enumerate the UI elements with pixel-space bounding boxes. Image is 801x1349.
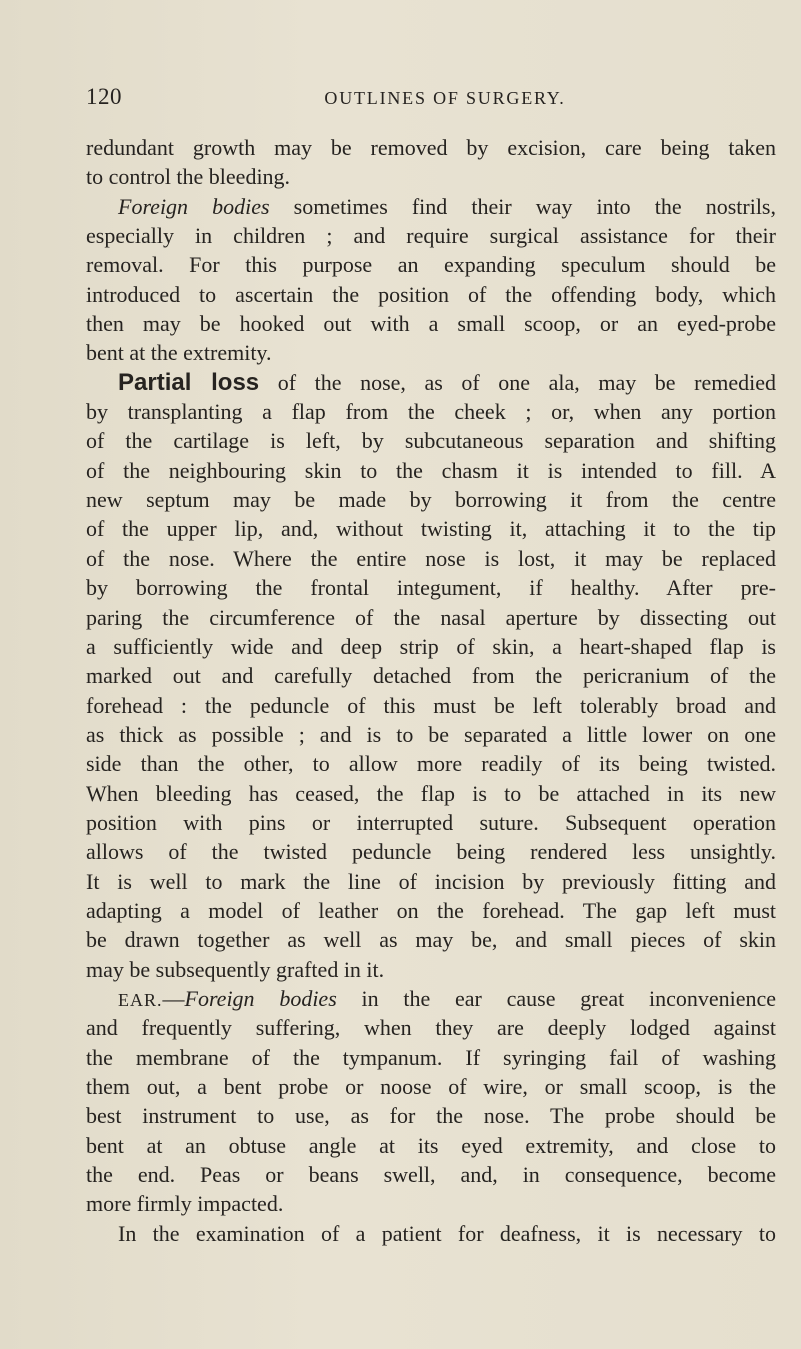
text-line: best instrument to use, as for the nose. The probe should be [86,1103,776,1129]
text-line: paring the circumference of the nasal aperture by dissecting out [86,604,776,630]
text-line: allows of the twisted peduncle being rendered less unsightly. [86,839,776,865]
text-line [86,368,776,397]
page-header [86,84,776,114]
dash: — [162,985,185,1011]
text-line [86,192,776,221]
text-line: adapting a model of leather on the forehead. The gap left must [86,897,776,923]
text-line: of the nose. Where the entire nose is lost, it may be replaced [86,545,776,571]
italic-lead: Foreign bodies [184,985,337,1011]
line-text: sometimes find their way into the nostrils, [269,193,776,219]
text-line: especially in children ; and require surgical assistance for their [86,223,776,249]
line-text: in the ear cause great inconvenience [336,985,776,1011]
text-line: of the neighbouring skin to the chasm it is intended to fill. A [86,457,776,483]
text-line: a sufficiently wide and deep strip of skin, a heart-shaped flap is [86,633,776,659]
text-line: the end. Peas or beans swell, and, in consequence, become [86,1162,776,1188]
text-line: the membrane of the tympanum. If syringing fail of washing [86,1044,776,1070]
text-line: more firmly impacted. [86,1191,284,1217]
text-line: and frequently suffering, when they are deeply lodged against [86,1015,776,1041]
text-line: as thick as possible ; and is to be separated a little lower on one [86,721,776,747]
text-line: position with pins or interrupted suture. Subsequent operation [86,809,776,835]
text-line: It is well to mark the line of incision by previously fitting and [86,868,776,894]
text-line: of the cartilage is left, by subcutaneous separation and shifting [86,428,776,454]
running-head: OUTLINES OF SURGERY. [324,88,566,108]
text-line: by borrowing the frontal integument, if healthy. After pre- [86,575,776,601]
text-line: new septum may be made by borrowing it from the centre [86,487,776,513]
text-line: forehead : the peduncle of this must be left tolerably broad and [86,692,776,718]
italic-lead: Foreign bodies [118,193,270,219]
section-lead: EAR. [118,989,163,1010]
text-line: introduced to ascertain the position of the offending body, which [86,281,776,307]
text-line: to control the bleeding. [86,164,291,190]
text-line: of the upper lip, and, without twisting it, attaching it to the tip [86,516,776,542]
text-line: removal. For this purpose an expanding speculum should be [86,252,776,278]
text-line: In the examination of a patient for deafness, it is necessary to [118,1220,776,1246]
text-line: by transplanting a flap from the cheek ; or, when any portion [86,399,776,425]
text-line: When bleeding has ceased, the flap is to be attached in its new [86,780,776,806]
bold-lead: Partial loss [118,368,260,396]
text-line: marked out and carefully detached from the pericranium of the [86,663,776,689]
text-line [86,984,776,1013]
body-text [86,133,776,1248]
text-line: side than the other, to allow more readily of its being twisted. [86,751,776,777]
text-line: then may be hooked out with a small scoop, or an eyed-probe [86,311,776,337]
text-line: be drawn together as well as may be, and small pieces of skin [86,927,776,953]
text-line: bent at the extremity. [86,340,272,366]
text-line: redundant growth may be removed by excision, care being taken [86,135,776,160]
text-line: bent at an obtuse angle at its eyed extremity, and close to [86,1132,776,1158]
page-number: 120 [86,84,122,109]
line-text: of the nose, as of one ala, may be remedied [259,369,776,395]
text-line: them out, a bent probe or noose of wire, or small scoop, is the [86,1074,776,1099]
text-line: may be subsequently grafted in it. [86,956,385,982]
